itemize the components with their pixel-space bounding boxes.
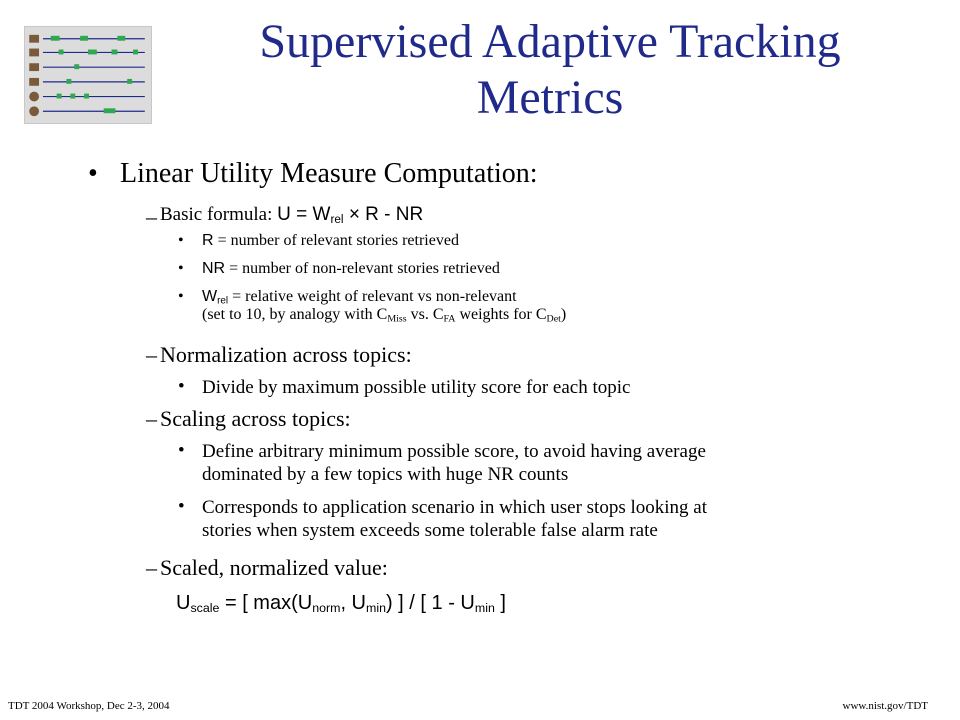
normalization-label: Normalization across topics: xyxy=(160,342,412,367)
dash-marker: – xyxy=(146,555,157,580)
footer-right: www.nist.gov/TDT xyxy=(842,700,928,712)
basic-formula-label: Basic formula: xyxy=(160,204,273,225)
bullet-marker: • xyxy=(178,440,185,461)
bullet-marker: • xyxy=(178,260,184,277)
bullet-marker: • xyxy=(178,232,184,249)
scaling-label: Scaling across topics: xyxy=(160,406,351,431)
wrel-definition: $W_{rel}$ = relative weight of relevant vs non-relevant (set to 10, by analogy with $C_{Miss}$ vs. $C_{FA}$ weights for $C_{Det}$) xyxy=(202,288,567,325)
footer-left: TDT 2004 Workshop, Dec 2-3, 2004 xyxy=(8,700,170,712)
nr-definition: NR = number of non-relevant stories retrieved xyxy=(202,260,500,277)
scaling-item-1: Define arbitrary minimum possible score, to avoid having average dominated by a few topics with huge NR counts xyxy=(202,441,706,485)
basic-formula-expression: $U = W_{rel} \times R$ - NR xyxy=(277,204,424,226)
title-line-1: Supervised Adaptive Tracking xyxy=(259,15,841,68)
scaled-value-formula: $U_{scale}$ = [ $\max(U_{norm}$, $U_{min}$) ] / [ $1 - U_{min}$ ] xyxy=(176,592,506,616)
r-definition: R = number of relevant stories retrieved xyxy=(202,232,459,249)
scaled-value-label: Scaled, normalized value: xyxy=(160,555,388,580)
bullet-marker: • xyxy=(178,376,185,397)
scaling-item-2: Corresponds to application scenario in which user stops looking at stories when system exceeds some tolerable false alarm rate xyxy=(202,497,707,541)
tdt-logo-icon xyxy=(24,26,152,124)
dash-marker: – xyxy=(146,406,157,431)
page-title xyxy=(180,14,920,126)
section-heading: Linear Utility Measure Computation: xyxy=(120,158,538,189)
dash-marker: – xyxy=(146,204,157,229)
bullet-marker: • xyxy=(178,288,184,305)
bullet-marker: • xyxy=(178,496,185,517)
normalization-item: Divide by maximum possible utility score for each topic xyxy=(202,377,631,398)
basic-formula-line xyxy=(160,204,423,226)
dash-marker: – xyxy=(146,342,157,367)
bullet-marker: • xyxy=(88,158,98,189)
title-line-2: Metrics xyxy=(476,71,624,124)
